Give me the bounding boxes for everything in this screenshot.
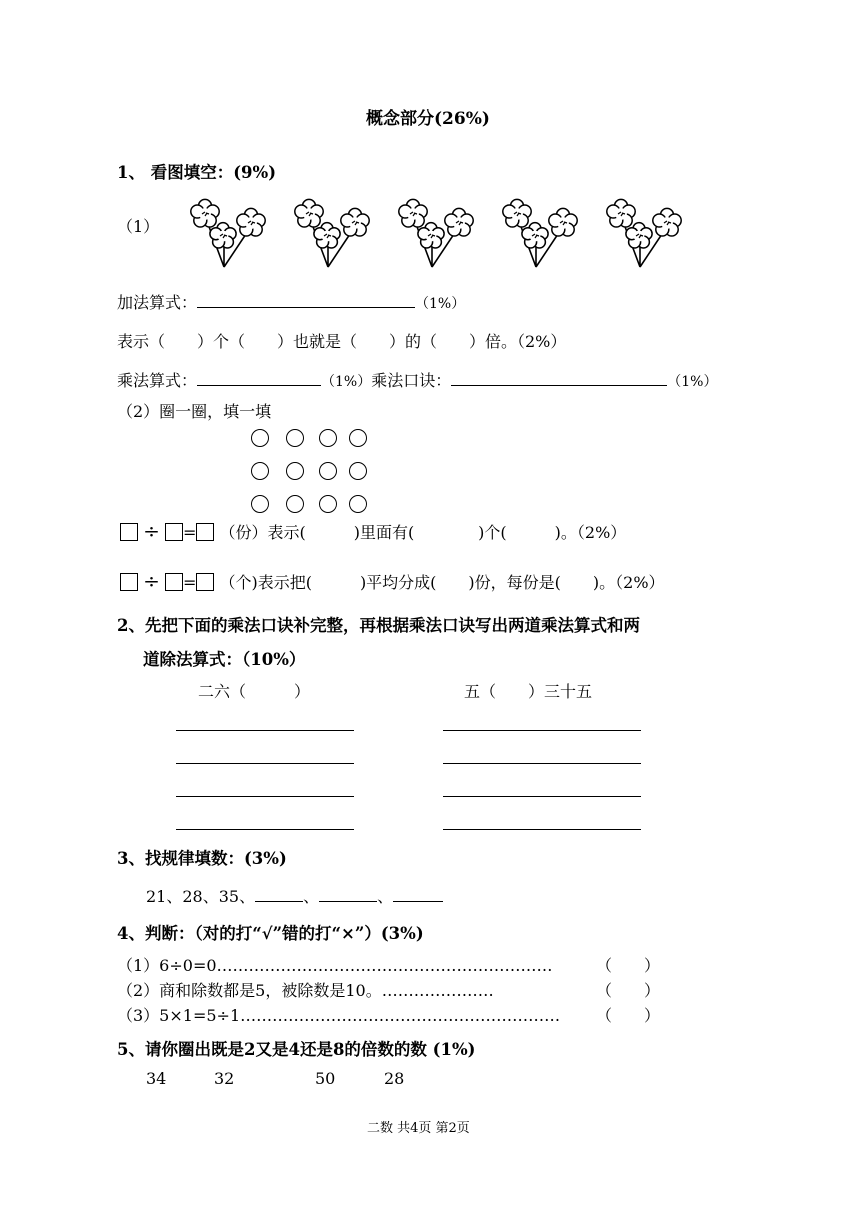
q5-number[interactable]: 34 [146,1069,167,1088]
circle-item [319,429,337,447]
page-title: 概念部分(26%) [366,109,490,129]
mul-formula-label: 乘法算式： [117,371,198,390]
divide-sign: ÷ [143,519,160,543]
q5-heading: 5、请你圈出既是2又是4还是8的倍数的数 (1%) [117,1040,476,1059]
answer-line[interactable] [443,796,641,797]
judge-paren-3[interactable]: （ ） [596,1006,661,1025]
add-formula-row [117,290,465,313]
q5-number[interactable]: 50 [315,1069,336,1088]
answer-box[interactable] [196,573,214,591]
judge-item-1: （1）6÷0=0……………………………………………………… [117,956,553,975]
division-row-2 [120,569,665,593]
q2-heading-line1: 2、先把下面的乘法口诀补完整，再根据乘法口诀写出两道乘法算式和两 [117,616,640,635]
answer-line[interactable] [176,796,354,797]
flower-bouquet-icon [188,196,283,276]
add-formula-score: （1%） [415,296,466,312]
circle-item [319,495,337,513]
answer-line[interactable] [443,730,641,731]
division-1-text: （份）表示( )里面有( )个( )。（2%） [219,523,627,542]
sequence-blank[interactable] [393,901,443,902]
add-formula-blank[interactable] [197,307,415,308]
judge-item-2: （2）商和除数都是5，被除数是10。………………… [117,981,494,1000]
answer-box[interactable] [120,523,138,541]
separator: 、 [303,887,320,906]
answer-line[interactable] [443,763,641,764]
circle-item [319,462,337,480]
q5-number[interactable]: 28 [384,1069,405,1088]
flower-bouquet-icon [292,196,387,276]
answer-line[interactable] [443,829,641,830]
mul-formula-score: （1%） [321,374,372,390]
separator: 、 [377,887,394,906]
judge-paren-2[interactable]: （ ） [596,981,661,1000]
add-formula-label: 加法算式： [117,293,198,312]
rhyme-label: 乘法口诀： [371,371,452,390]
right-rhyme: 五（ ）三十五 [464,682,593,701]
answer-line[interactable] [176,763,354,764]
q1-heading: 1、 看图填空：(9%) [117,163,276,182]
flower-bouquet-icon [604,196,699,276]
left-rhyme: 二六（ ） [198,682,311,701]
circle-item [251,462,269,480]
page-footer: 二数 共4页 第2页 [367,1121,470,1136]
division-2-text: （个)表示把( )平均分成( )份，每份是( )。（2%） [219,573,665,592]
circle-item [349,495,367,513]
rhyme-score: （1%） [667,374,718,390]
q2-heading-line2: 道除法算式：（10%） [143,650,306,669]
q1-part2-label: （2）圈一圈，填一填 [117,402,272,421]
answer-box[interactable] [196,523,214,541]
rhyme-blank[interactable] [451,385,667,386]
judge-paren-1[interactable]: （ ） [596,956,661,975]
answer-line[interactable] [176,829,354,830]
q3-heading: 3、找规律填数：(3%) [117,849,287,868]
division-row-1 [120,519,626,543]
q1-part1-label: （1） [117,217,160,236]
mul-row [117,368,717,391]
circle-item [286,462,304,480]
represent-line: 表示（ ）个（ ）也就是（ ）的（ ）倍。（2%） [117,332,567,351]
equals-sign: = [182,573,197,592]
q5-number[interactable]: 32 [214,1069,235,1088]
mul-formula-blank[interactable] [197,385,321,386]
circle-item [349,462,367,480]
divide-sign: ÷ [143,569,160,593]
judge-item-3: （3）5×1=5÷1…………………………………………………… [117,1006,561,1025]
flower-bouquet-icon [396,196,491,276]
q4-heading: 4、判断：（对的打“√”错的打“×”）(3%) [117,924,424,943]
circle-item [286,429,304,447]
answer-box[interactable] [165,573,183,591]
circle-item [286,495,304,513]
flower-bouquet-icon [500,196,595,276]
answer-box[interactable] [165,523,183,541]
equals-sign: = [182,523,197,542]
q3-sequence: 21、28、35、 [146,887,256,906]
sequence-blank[interactable] [255,901,303,902]
answer-line[interactable] [176,730,354,731]
q3-sequence-row [146,884,443,907]
answer-box[interactable] [120,573,138,591]
sequence-blank[interactable] [319,901,377,902]
circle-item [251,495,269,513]
circle-item [349,429,367,447]
circle-item [251,429,269,447]
